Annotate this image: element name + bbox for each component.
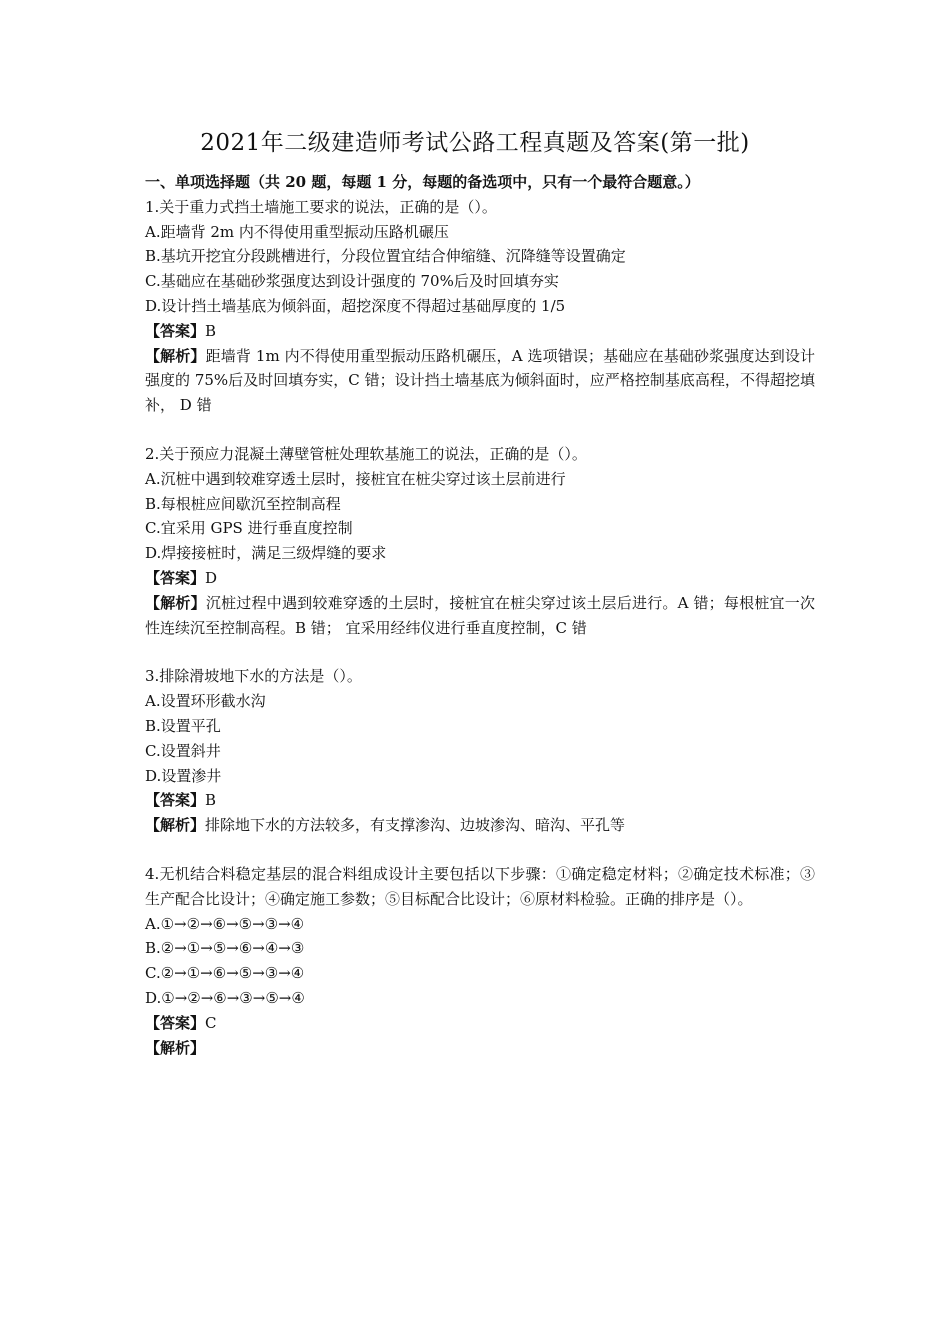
option-c: C.宜采用 GPS 进行垂直度控制 — [145, 519, 353, 538]
option-d: D.①→②→⑥→③→⑤→④ — [145, 988, 305, 1007]
answer-value: B — [205, 321, 217, 340]
analysis-label: 【解析】 — [145, 346, 206, 365]
option-b: B.每根桩应间歇沉至控制高程 — [145, 494, 341, 513]
analysis-line — [145, 344, 815, 418]
option-b: B.基坑开挖宜分段跳槽进行，分段位置宜结合伸缩缝、沉降缝等设置确定 — [145, 247, 626, 266]
answer-line — [145, 566, 815, 591]
question-3 — [145, 664, 815, 838]
document-title: 2021年二级建造师考试公路工程真题及答案(第一批) — [200, 130, 750, 156]
question-1 — [145, 195, 815, 418]
question-stem: 2.关于预应力混凝土薄壁管桩处理软基施工的说法，正确的是（）。 — [145, 444, 587, 463]
analysis-label: 【解析】 — [145, 593, 206, 612]
question-4 — [145, 862, 815, 1060]
option-a: A.沉桩中遇到较难穿透土层时，接桩宜在桩尖穿过该土层前进行 — [145, 469, 566, 488]
answer-label: 【答案】 — [145, 568, 206, 587]
section-heading: 一、单项选择题（共 20 题，每题 1 分，每题的备选项中，只有一个最符合题意。） — [145, 173, 700, 191]
option-d: D.设置渗井 — [145, 766, 222, 785]
answer-line — [145, 788, 815, 813]
option-b: B.设置平孔 — [145, 716, 221, 735]
option-c: C.②→①→⑥→⑤→③→④ — [145, 964, 305, 983]
option-a: A.设置环形截水沟 — [145, 692, 266, 711]
analysis-text: 沉桩过程中遇到较难穿透的土层时，接桩宜在桩尖穿过该土层后进行。A 错；每根桩宜一次性连续沉至控制高程。B 错； 宜采用经纬仪进行垂直度控制，C 错 — [145, 593, 815, 637]
answer-line — [145, 1011, 815, 1036]
option-c: C.基础应在基础砂浆强度达到设计强度的 70%后及时回填夯实 — [145, 272, 559, 291]
analysis-line — [145, 1036, 815, 1061]
question-stem: 3.排除滑坡地下水的方法是（）。 — [145, 667, 362, 686]
answer-label: 【答案】 — [145, 321, 206, 340]
analysis-text: 排除地下水的方法较多，有支撑渗沟、边坡渗沟、暗沟、平孔等 — [205, 816, 626, 835]
option-b: B.②→①→⑤→⑥→④→③ — [145, 939, 305, 958]
option-a: A.距墙背 2m 内不得使用重型振动压路机碾压 — [145, 222, 449, 241]
answer-value: B — [205, 791, 217, 810]
analysis-label: 【解析】 — [145, 816, 206, 835]
analysis-line — [145, 813, 815, 838]
option-d: D.焊接接桩时，满足三级焊缝的要求 — [145, 544, 387, 563]
analysis-text: 距墙背 1m 内不得使用重型振动压路机碾压，A 选项错误；基础应在基础砂浆强度达到设计强度的 75%后及时回填夯实，C 错；设计挡土墙基底为倾斜面时，应严格控制基底高程，不得超挖填补， D 错 — [145, 346, 815, 415]
question-stem: 4.无机结合料稳定基层的混合料组成设计主要包括以下步骤：①确定稳定材料；②确定技术标准；③生产配合比设计；④确定施工参数；⑤目标配合比设计；⑥原材料检验。正确的排序是（）。 — [145, 864, 815, 908]
answer-label: 【答案】 — [145, 791, 206, 810]
analysis-line — [145, 591, 815, 641]
answer-value: C — [205, 1013, 217, 1032]
question-2 — [145, 442, 815, 640]
option-a: A.①→②→⑥→⑤→③→④ — [145, 914, 305, 933]
answer-label: 【答案】 — [145, 1013, 206, 1032]
answer-line — [145, 319, 815, 344]
option-d: D.设计挡土墙基底为倾斜面，超挖深度不得超过基础厚度的 1/5 — [145, 296, 566, 315]
answer-value: D — [205, 568, 218, 587]
document-body — [145, 170, 815, 1060]
question-stem: 1.关于重力式挡土墙施工要求的说法，正确的是（）。 — [145, 197, 497, 216]
option-c: C.设置斜井 — [145, 741, 221, 760]
analysis-label: 【解析】 — [145, 1038, 206, 1057]
